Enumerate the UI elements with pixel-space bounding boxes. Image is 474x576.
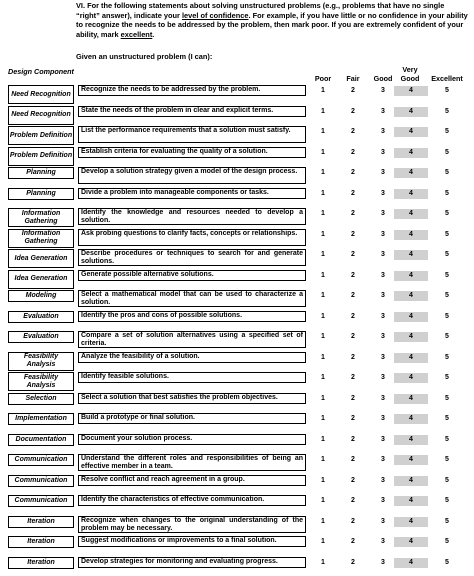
- rating-option-2[interactable]: 2: [336, 230, 370, 240]
- rating-option-2[interactable]: 2: [336, 455, 370, 465]
- rating-option-1[interactable]: 1: [306, 209, 340, 219]
- rating-option-3[interactable]: 3: [366, 353, 400, 363]
- rating-option-5[interactable]: 5: [430, 435, 464, 445]
- rating-option-1[interactable]: 1: [306, 250, 340, 260]
- design-component-cell: Planning: [8, 167, 74, 179]
- rating-option-4[interactable]: 4: [394, 271, 428, 281]
- table-row: [0, 535, 474, 556]
- table-row: [0, 474, 474, 495]
- rating-option-3[interactable]: 3: [366, 291, 400, 301]
- design-component-cell: Selection: [8, 393, 74, 405]
- rating-option-1[interactable]: 1: [306, 312, 340, 322]
- rating-option-3[interactable]: 3: [366, 312, 400, 322]
- rating-option-3[interactable]: 3: [366, 496, 400, 506]
- rating-option-1[interactable]: 1: [306, 107, 340, 117]
- rating-option-1[interactable]: 1: [306, 496, 340, 506]
- rating-option-3[interactable]: 3: [366, 127, 400, 137]
- table-row: [0, 453, 474, 474]
- table-row: [0, 105, 474, 126]
- rating-option-3[interactable]: 3: [366, 271, 400, 281]
- table-row: [0, 248, 474, 269]
- table-row: [0, 84, 474, 105]
- design-component-cell: Problem Definition: [8, 126, 74, 145]
- design-component-cell: Evaluation: [8, 331, 74, 343]
- rating-option-2[interactable]: 2: [336, 148, 370, 158]
- rating-option-4[interactable]: 4: [394, 496, 428, 506]
- rating-option-2[interactable]: 2: [336, 250, 370, 260]
- rating-option-4[interactable]: 4: [394, 250, 428, 260]
- rating-option-1[interactable]: 1: [306, 353, 340, 363]
- rating-option-4[interactable]: 4: [394, 127, 428, 137]
- table-row: [0, 392, 474, 413]
- design-component-cell: Information Gathering: [8, 208, 74, 227]
- statement-cell: Analyze the feasibility of a solution.: [78, 352, 306, 363]
- rating-option-3[interactable]: 3: [366, 558, 400, 568]
- statement-cell: Identify the characteristics of effective communication.: [78, 495, 306, 506]
- rating-option-5[interactable]: 5: [430, 373, 464, 383]
- statement-cell: Select a solution that best satisfies the problem objectives.: [78, 393, 306, 404]
- rating-option-5[interactable]: 5: [430, 414, 464, 424]
- statement-cell: Develop strategies for monitoring and evaluating progress.: [78, 557, 306, 568]
- design-component-cell: Evaluation: [8, 311, 74, 323]
- table-row: [0, 330, 474, 351]
- design-component-cell: Iteration: [8, 516, 74, 528]
- rating-option-3[interactable]: 3: [366, 517, 400, 527]
- rating-option-5[interactable]: 5: [430, 476, 464, 486]
- rating-option-1[interactable]: 1: [306, 230, 340, 240]
- rating-option-3[interactable]: 3: [366, 86, 400, 96]
- rating-option-3[interactable]: 3: [366, 107, 400, 117]
- instructions-emphasis-excellent: excellent: [121, 30, 153, 39]
- table-row: [0, 187, 474, 208]
- rating-option-4[interactable]: 4: [394, 373, 428, 383]
- statement-cell: Generate possible alternative solutions.: [78, 270, 306, 281]
- statement-cell: Divide a problem into manageable components or tasks.: [78, 188, 306, 199]
- statement-cell: Identify feasible solutions.: [78, 372, 306, 383]
- rating-option-4[interactable]: 4: [394, 230, 428, 240]
- rating-option-3[interactable]: 3: [366, 209, 400, 219]
- rating-option-1[interactable]: 1: [306, 476, 340, 486]
- rating-option-2[interactable]: 2: [336, 271, 370, 281]
- table-row: [0, 125, 474, 146]
- rating-option-5[interactable]: 5: [430, 168, 464, 178]
- rating-option-4[interactable]: 4: [394, 455, 428, 465]
- design-component-cell: Feasibility Analysis: [8, 372, 74, 391]
- design-component-cell: Need Recognition: [8, 85, 74, 104]
- statement-cell: Document your solution process.: [78, 434, 306, 445]
- rating-option-1[interactable]: 1: [306, 86, 340, 96]
- rating-option-2[interactable]: 2: [336, 435, 370, 445]
- rating-option-2[interactable]: 2: [336, 189, 370, 199]
- rating-option-5[interactable]: 5: [430, 312, 464, 322]
- rating-header-excellent: Excellent: [426, 75, 468, 84]
- rating-option-1[interactable]: 1: [306, 435, 340, 445]
- rating-option-4[interactable]: 4: [394, 537, 428, 547]
- instructions-text-3: .: [152, 30, 154, 39]
- design-component-cell: Modeling: [8, 290, 74, 302]
- statement-cell: Recognize the needs to be addressed by the problem.: [78, 85, 306, 96]
- rating-option-2[interactable]: 2: [336, 291, 370, 301]
- rating-option-4[interactable]: 4: [394, 435, 428, 445]
- design-component-cell: Problem Definition: [8, 147, 74, 166]
- rating-option-1[interactable]: 1: [306, 455, 340, 465]
- rating-option-5[interactable]: 5: [430, 86, 464, 96]
- rating-option-1[interactable]: 1: [306, 558, 340, 568]
- rating-option-3[interactable]: 3: [366, 148, 400, 158]
- rating-header-poor: Poor: [306, 75, 340, 84]
- statement-cell: State the needs of the problem in clear and explicit terms.: [78, 106, 306, 117]
- rating-option-5[interactable]: 5: [430, 496, 464, 506]
- instructions-emphasis-confidence: level of confidence: [182, 11, 249, 20]
- design-component-cell: Planning: [8, 188, 74, 200]
- table-row: [0, 228, 474, 249]
- rating-option-2[interactable]: 2: [336, 312, 370, 322]
- instructions-text-2: . For example, if you have little or no confidence in your ability to recognize the needs to be addressed by the problem, then mark poor. If you are extremely confident of your ability, mark: [76, 11, 468, 39]
- rating-option-5[interactable]: 5: [430, 230, 464, 240]
- rating-option-4[interactable]: 4: [394, 168, 428, 178]
- rating-header-very-good: Very Good: [394, 66, 426, 83]
- statement-cell: Develop a solution strategy given a model of the design process.: [78, 167, 306, 184]
- table-row: [0, 146, 474, 167]
- instructions-paragraph: [76, 1, 468, 39]
- given-prompt: Given an unstructured problem (I can):: [76, 52, 212, 61]
- table-row: [0, 494, 474, 515]
- rating-option-4[interactable]: 4: [394, 414, 428, 424]
- rating-option-3[interactable]: 3: [366, 373, 400, 383]
- design-component-cell: Need Recognition: [8, 106, 74, 125]
- table-row: [0, 515, 474, 536]
- rating-option-5[interactable]: 5: [430, 271, 464, 281]
- table-row: [0, 269, 474, 290]
- statement-cell: Recognize when changes to the original understanding of the problem may be necessary.: [78, 516, 306, 533]
- rating-option-3[interactable]: 3: [366, 455, 400, 465]
- rating-option-5[interactable]: 5: [430, 148, 464, 158]
- table-row: [0, 412, 474, 433]
- statement-cell: Describe procedures or techniques to search for and generate solutions.: [78, 249, 306, 266]
- rating-option-1[interactable]: 1: [306, 168, 340, 178]
- rating-option-3[interactable]: 3: [366, 435, 400, 445]
- table-row: [0, 556, 474, 576]
- table-row: [0, 310, 474, 331]
- rating-option-2[interactable]: 2: [336, 168, 370, 178]
- design-component-cell: Communication: [8, 495, 74, 507]
- rating-option-3[interactable]: 3: [366, 537, 400, 547]
- statement-cell: Identify the pros and cons of possible solutions.: [78, 311, 306, 322]
- rating-option-1[interactable]: 1: [306, 517, 340, 527]
- rating-option-1[interactable]: 1: [306, 189, 340, 199]
- rating-option-4[interactable]: 4: [394, 517, 428, 527]
- instructions-text-1: VI. For the following statements about solving unstructured problems (e.g., problems that have no single “right” answer), indicate your: [76, 1, 444, 20]
- design-component-header: Design Component: [8, 68, 74, 77]
- rating-option-3[interactable]: 3: [366, 414, 400, 424]
- table-row: [0, 207, 474, 228]
- design-component-cell: Iteration: [8, 536, 74, 548]
- design-component-cell: Idea Generation: [8, 270, 74, 289]
- rating-option-4[interactable]: 4: [394, 476, 428, 486]
- statement-cell: Build a prototype or final solution.: [78, 413, 306, 424]
- rating-header-good: Good: [366, 75, 400, 84]
- rating-option-4[interactable]: 4: [394, 189, 428, 199]
- design-component-cell: Communication: [8, 475, 74, 487]
- rating-option-1[interactable]: 1: [306, 414, 340, 424]
- rating-option-5[interactable]: 5: [430, 209, 464, 219]
- rating-option-5[interactable]: 5: [430, 127, 464, 137]
- rating-option-1[interactable]: 1: [306, 127, 340, 137]
- rating-option-4[interactable]: 4: [394, 394, 428, 404]
- rating-option-5[interactable]: 5: [430, 189, 464, 199]
- rating-option-5[interactable]: 5: [430, 537, 464, 547]
- statement-cell: Resolve conflict and reach agreement in a group.: [78, 475, 306, 486]
- rating-option-3[interactable]: 3: [366, 230, 400, 240]
- rating-option-5[interactable]: 5: [430, 107, 464, 117]
- statement-cell: Ask probing questions to clarify facts, concepts or relationships.: [78, 229, 306, 246]
- rating-option-4[interactable]: 4: [394, 312, 428, 322]
- rating-option-2[interactable]: 2: [336, 107, 370, 117]
- rating-option-1[interactable]: 1: [306, 291, 340, 301]
- rating-option-3[interactable]: 3: [366, 394, 400, 404]
- rating-option-3[interactable]: 3: [366, 168, 400, 178]
- table-row: [0, 371, 474, 392]
- rating-option-5[interactable]: 5: [430, 250, 464, 260]
- rating-option-2[interactable]: 2: [336, 353, 370, 363]
- rating-option-2[interactable]: 2: [336, 537, 370, 547]
- design-component-cell: Feasibility Analysis: [8, 352, 74, 371]
- rating-option-2[interactable]: 2: [336, 394, 370, 404]
- rating-option-2[interactable]: 2: [336, 517, 370, 527]
- table-row: [0, 166, 474, 187]
- rating-option-2[interactable]: 2: [336, 86, 370, 96]
- rating-option-5[interactable]: 5: [430, 558, 464, 568]
- design-component-cell: Information Gathering: [8, 229, 74, 248]
- statement-cell: Establish criteria for evaluating the quality of a solution.: [78, 147, 306, 158]
- rating-option-2[interactable]: 2: [336, 558, 370, 568]
- rating-option-1[interactable]: 1: [306, 394, 340, 404]
- statement-cell: Identify the knowledge and resources needed to develop a solution.: [78, 208, 306, 225]
- statement-cell: Select a mathematical model that can be used to characterize a solution.: [78, 290, 306, 307]
- rating-option-5[interactable]: 5: [430, 455, 464, 465]
- rating-option-2[interactable]: 2: [336, 127, 370, 137]
- rating-option-2[interactable]: 2: [336, 209, 370, 219]
- rating-option-4[interactable]: 4: [394, 353, 428, 363]
- rating-option-4[interactable]: 4: [394, 148, 428, 158]
- rating-option-3[interactable]: 3: [366, 189, 400, 199]
- rating-option-1[interactable]: 1: [306, 271, 340, 281]
- table-row: [0, 351, 474, 372]
- rating-option-2[interactable]: 2: [336, 476, 370, 486]
- rating-option-5[interactable]: 5: [430, 394, 464, 404]
- rating-option-5[interactable]: 5: [430, 332, 464, 342]
- rating-option-2[interactable]: 2: [336, 373, 370, 383]
- rating-option-3[interactable]: 3: [366, 332, 400, 342]
- rating-option-2[interactable]: 2: [336, 414, 370, 424]
- rating-option-1[interactable]: 1: [306, 537, 340, 547]
- rating-option-4[interactable]: 4: [394, 558, 428, 568]
- rating-option-4[interactable]: 4: [394, 332, 428, 342]
- rating-option-4[interactable]: 4: [394, 209, 428, 219]
- design-component-cell: Implementation: [8, 413, 74, 425]
- table-row: [0, 433, 474, 454]
- design-component-cell: Idea Generation: [8, 249, 74, 268]
- rating-option-3[interactable]: 3: [366, 476, 400, 486]
- rating-option-1[interactable]: 1: [306, 148, 340, 158]
- rating-option-4[interactable]: 4: [394, 86, 428, 96]
- statement-cell: Suggest modifications or improvements to a final solution.: [78, 536, 306, 547]
- rating-header-fair: Fair: [336, 75, 370, 84]
- rating-option-5[interactable]: 5: [430, 353, 464, 363]
- rating-option-5[interactable]: 5: [430, 291, 464, 301]
- rating-option-2[interactable]: 2: [336, 496, 370, 506]
- statement-cell: List the performance requirements that a solution must satisfy.: [78, 126, 306, 143]
- table-row: [0, 289, 474, 310]
- rating-option-3[interactable]: 3: [366, 250, 400, 260]
- design-component-cell: Documentation: [8, 434, 74, 446]
- design-component-cell: Communication: [8, 454, 74, 466]
- rating-option-1[interactable]: 1: [306, 332, 340, 342]
- rating-option-5[interactable]: 5: [430, 517, 464, 527]
- rating-option-1[interactable]: 1: [306, 373, 340, 383]
- rating-option-4[interactable]: 4: [394, 107, 428, 117]
- statement-cell: Understand the different roles and responsibilities of being an effective member in a team.: [78, 454, 306, 471]
- rating-option-4[interactable]: 4: [394, 291, 428, 301]
- statement-cell: Compare a set of solution alternatives using a specified set of criteria.: [78, 331, 306, 348]
- survey-table: [0, 84, 474, 576]
- rating-option-2[interactable]: 2: [336, 332, 370, 342]
- design-component-cell: Iteration: [8, 557, 74, 569]
